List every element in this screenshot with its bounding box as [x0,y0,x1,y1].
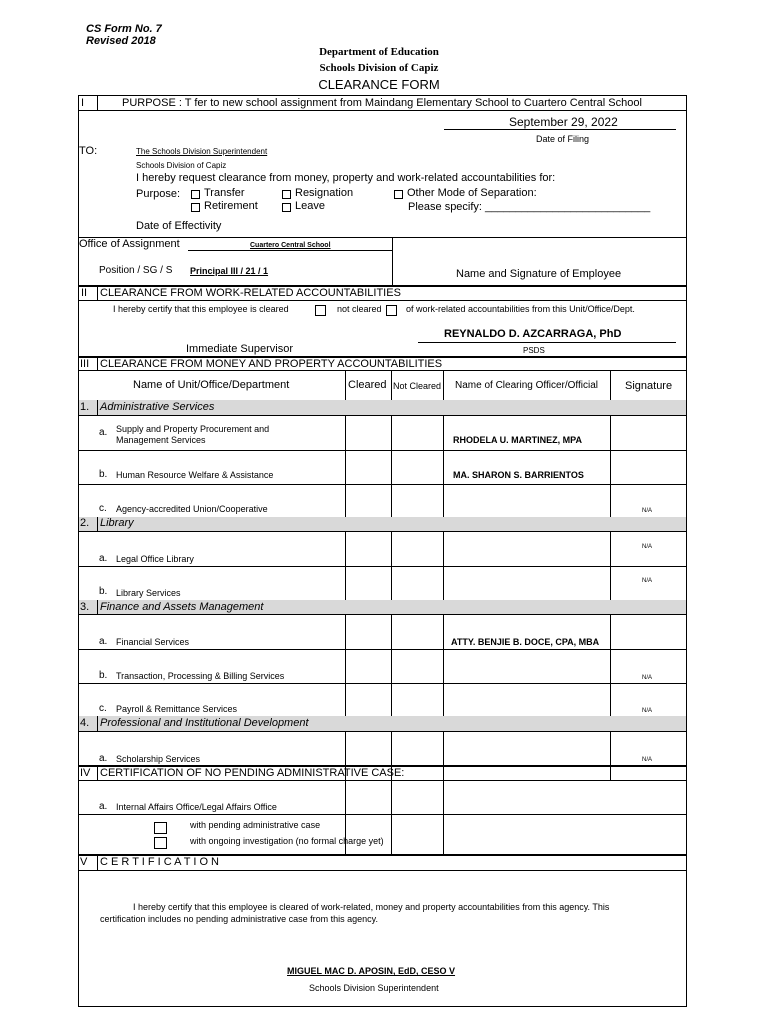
request-text: I hereby request clearance from money, property and work-related accountabilities for: [136,172,556,184]
other-mode-checkbox[interactable] [394,190,403,199]
not-cleared-checkbox[interactable] [386,305,397,316]
group-4-title: Professional and Institutional Development [100,717,309,729]
certify-cleared-text: I hereby certify that this employee is cleared [113,304,289,314]
row-officer: ATTY. BENJIE B. DOCE, CPA, MBA [451,637,600,647]
ongoing-investigation-label: with ongoing investigation (no formal charge yet) [190,836,384,846]
group-3-number: 3. [80,601,90,613]
row-label: Transaction, Processing & Billing Services [116,671,285,681]
retirement-label: Retirement [204,200,258,212]
certify-accountabilities-text: of work-related accountabilities from this Unit/Office/Dept. [406,304,635,314]
position-label: Position / SG / S [99,265,173,276]
resignation-checkbox[interactable] [282,190,291,199]
header-not-cleared: Not Cleared [393,381,442,391]
row-officer: RHODELA U. MARTINEZ, MPA [453,435,582,445]
row-label: Human Resource Welfare & Assistance [116,470,274,480]
form-code: CS Form No. 7 [86,23,162,35]
group-3-title: Finance and Assets Management [100,601,264,613]
row-label: Supply and Property Procurement and [116,424,270,434]
office-value: Cuartero Central School [250,242,331,249]
section-2-title: CLEARANCE FROM WORK-RELATED ACCOUNTABILITIES [100,287,401,299]
group-4-number: 4. [80,717,90,729]
certify-not-cleared-text: not cleared [337,304,382,314]
row-signature: N/A [642,708,653,714]
header-cleared: Cleared [348,379,387,391]
leave-checkbox[interactable] [282,203,291,212]
filing-date-label: Date of Filing [536,134,590,144]
resignation-label: Resignation [295,187,354,199]
row-letter: b. [99,586,108,597]
addressee-office: Schools Division of Capiz [136,161,227,170]
row-signature: N/A [642,578,653,584]
signatory-title: Schools Division Superintendent [309,983,439,993]
header-officer: Name of Clearing Officer/Official [455,380,599,391]
row-label: Legal Office Library [116,554,194,564]
pending-case-checkbox[interactable] [154,822,167,834]
other-mode-label: Other Mode of Separation: [407,187,537,199]
pending-case-label: with pending administrative case [190,820,321,830]
row-letter: a. [99,753,108,764]
section-4-number: IV [80,767,91,779]
retirement-checkbox[interactable] [191,203,200,212]
supervisor-name: REYNALDO D. AZCARRAGA, PhD [444,328,622,340]
group-2-number: 2. [80,517,90,529]
division-name: Schools Division of Capiz [319,62,439,74]
row-officer: MA. SHARON S. BARRIENTOS [453,470,584,480]
header-signature: Signature [625,380,673,392]
section-2-number: II [81,287,88,299]
row-letter: c. [99,503,107,514]
row-label: Scholarship Services [116,754,201,764]
row-label: Payroll & Remittance Services [116,704,238,714]
row-signature: N/A [642,757,653,763]
transfer-label: Transfer [204,187,245,199]
purpose-label: Purpose: [136,188,181,200]
section-5-number: V [80,856,88,868]
row-signature: N/A [642,675,653,681]
form-title: CLEARANCE FORM [318,77,440,92]
section-1-number: I [81,97,85,109]
please-specify: Please specify: ___________________________ [408,201,651,213]
certification-text-line2: certification includes no pending administrative case from this agency. [100,914,378,924]
section-3-title: CLEARANCE FROM MONEY AND PROPERTY ACCOUNTABILITIES [100,358,443,370]
section-4-title: CERTIFICATION OF NO PENDING ADMINISTRATIVE CASE: [100,767,405,779]
group-1-number: 1. [80,401,90,413]
row-label: Financial Services [116,637,190,647]
addressee: The Schools Division Superintendent [136,147,268,156]
leave-label: Leave [295,200,325,212]
header-unit: Name of Unit/Office/Department [133,379,290,391]
row-label: Library Services [116,588,181,598]
transfer-checkbox[interactable] [191,190,200,199]
row-letter: c. [99,703,107,714]
immediate-supervisor-label: Immediate Supervisor [186,343,293,355]
group-1-title: Administrative Services [100,401,215,413]
row-letter: b. [99,670,108,681]
supervisor-title: PSDS [523,346,545,355]
row-letter: a. [99,636,108,647]
to-label: TO: [79,145,98,157]
row-label: Agency-accredited Union/Cooperative [116,504,268,514]
section-5-title: C E R T I F I C A T I O N [100,856,219,868]
position-value: Principal III / 21 / 1 [190,266,269,276]
row-letter: b. [99,469,108,480]
group-2-band [79,517,686,531]
certification-text-line1: I hereby certify that this employee is cleared of work-related, money and property accountabilities from this agency. This [133,902,610,912]
filing-date: September 29, 2022 [509,115,618,129]
effectivity-label: Date of Effectivity [136,220,222,232]
internal-affairs-label: Internal Affairs Office/Legal Affairs Office [116,802,277,812]
section-3-number: III [80,358,90,370]
form-revision: Revised 2018 [86,35,156,47]
row-signature: N/A [642,544,653,550]
row-label-line2: Management Services [116,435,206,445]
ongoing-investigation-checkbox[interactable] [154,837,167,849]
office-label: Office of Assignment [79,238,180,250]
signatory-name: MIGUEL MAC D. APOSIN, EdD, CESO V [287,966,456,976]
row-signature: N/A [642,508,653,514]
agency-name: Department of Education [319,46,439,58]
cleared-checkbox[interactable] [315,305,326,316]
group-2-title: Library [100,517,134,529]
row-letter: a. [99,553,108,564]
employee-signature-label: Name and Signature of Employee [456,268,622,280]
row-letter: a. [99,427,108,438]
internal-affairs-letter: a. [99,801,108,812]
purpose-line: PURPOSE : T fer to new school assignment from Maindang Elementary School to Cuartero Central School [122,97,642,109]
